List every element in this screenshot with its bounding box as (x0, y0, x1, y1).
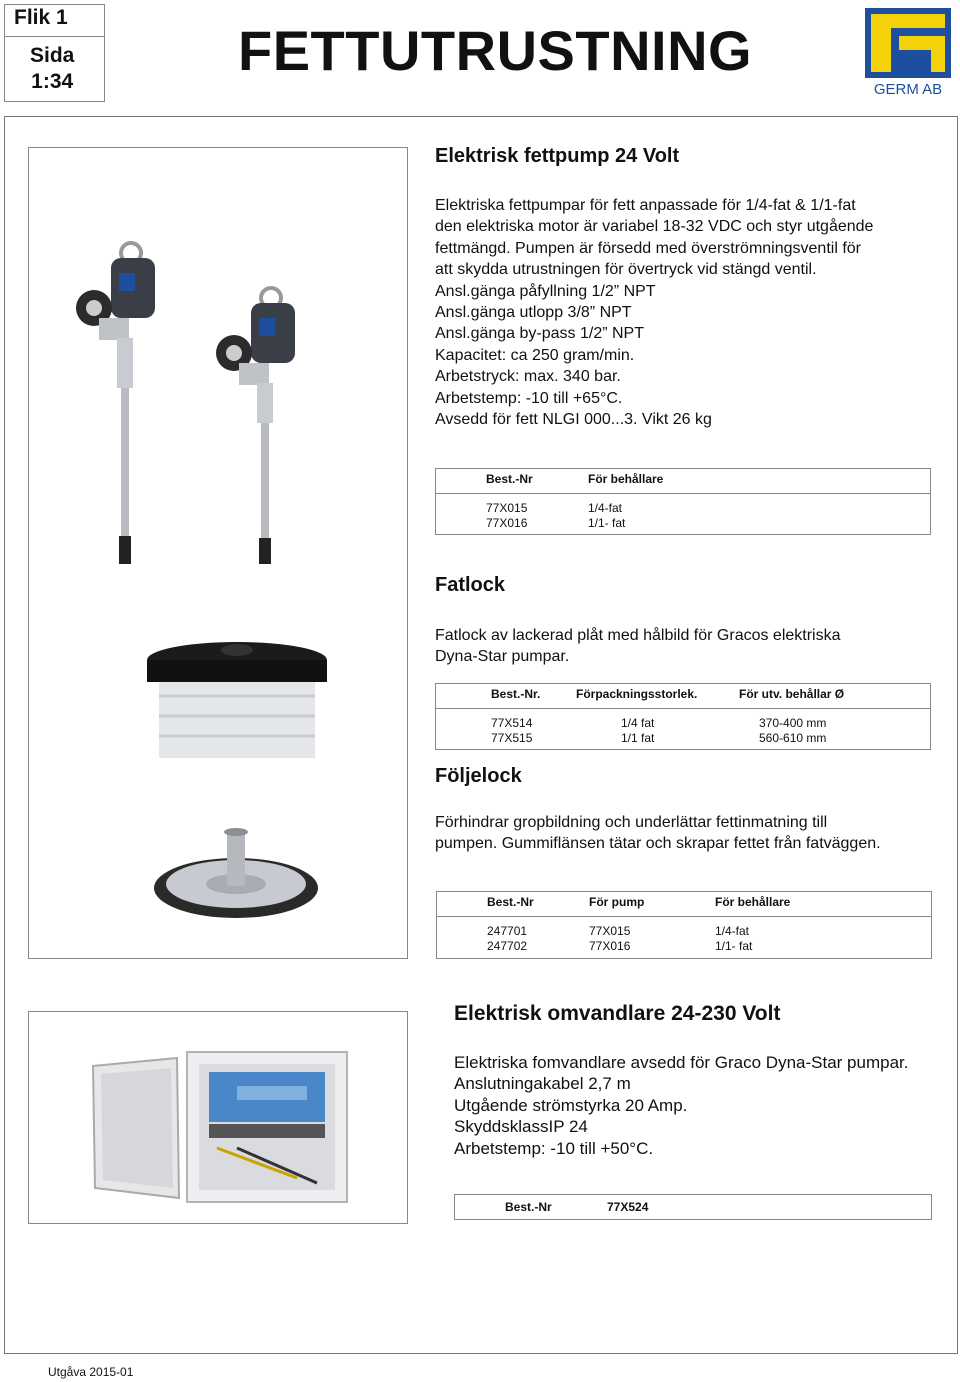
fatlock-table (435, 683, 931, 750)
pump-line: Ansl.gänga by-pass 1/2” NPT (435, 325, 644, 343)
table-divider (436, 708, 930, 709)
pump-line: Ansl.gänga påfyllning 1/2” NPT (435, 282, 656, 300)
fatlock-title: Fatlock (435, 574, 506, 596)
pump-line: Ansl.gänga utlopp 3/8” NPT (435, 304, 632, 322)
pump-image-1 (69, 238, 179, 568)
pump-table (435, 468, 931, 535)
fatlock-line: Fatlock av lackerad plåt med hålbild för Gracos elektriska (435, 627, 841, 644)
omvandlare-line: Elektriska fomvandlare avsedd för Graco Dyna-Star pumpar. (454, 1053, 909, 1072)
omvandlare-table (454, 1194, 932, 1220)
logo-text: GERM AB (873, 81, 943, 98)
tab-info-divider (4, 36, 105, 37)
omvandlare-table-label: Best.-Nr (505, 1200, 552, 1214)
product-image-panel-1 (28, 147, 408, 959)
omvandlare-line: Anslutningakabel 2,7 m (454, 1074, 631, 1094)
converter-image (87, 1048, 357, 1208)
table-cell: 1/4-fat (588, 501, 623, 515)
fatlock-description (435, 625, 935, 668)
omvandlare-table-value: 77X524 (607, 1200, 649, 1214)
pump-line: Elektriska fettpumpar för fett anpassade för 1/4-fat & 1/1-fat (435, 197, 856, 214)
table-cell: 247702 (487, 939, 528, 953)
pump-line: Kapacitet: ca 250 gram/min. (435, 346, 635, 364)
table-cell: 77X514 (491, 716, 533, 730)
table-cell: 77X016 (589, 939, 631, 953)
foljelock-table (436, 891, 932, 959)
foljelock-table-header: För behållare (715, 895, 791, 909)
flik-label: Flik 1 (14, 6, 68, 29)
pump-table-header: För behållare (588, 472, 664, 486)
omvandlare-line: Utgående strömstyrka 20 Amp. (454, 1095, 688, 1115)
pump-image-2 (209, 283, 319, 573)
product-image-panel-2 (28, 1011, 408, 1224)
foljelock-table-header: Best.-Nr (487, 895, 534, 909)
foljelock-description (435, 812, 945, 855)
pump-table-header: Best.-Nr (486, 472, 533, 486)
table-divider (436, 493, 930, 494)
sida-value: 1:34 (31, 70, 74, 93)
fatlock-table-header: Best.-Nr. (491, 687, 541, 701)
omvandlare-description (454, 1052, 944, 1159)
page-title: FETTUTRUSTNING (238, 19, 753, 82)
pump-description (435, 195, 935, 430)
foljelock-title: Följelock (435, 765, 522, 787)
table-cell: 1/1- fat (715, 939, 753, 953)
foljelock-table-header: För pump (589, 895, 645, 909)
foljelock-line: pumpen. Gummiflänsen tätar och skrapar fettet från fatväggen. (435, 835, 881, 853)
table-cell: 247701 (487, 924, 528, 938)
pump-line: Avsedd för fett NLGI 000...3. Vikt 26 kg (435, 411, 712, 429)
omvandlare-title: Elektrisk omvandlare 24-230 Volt (454, 1002, 781, 1025)
pump-title: Elektrisk fettpump 24 Volt (435, 145, 680, 167)
omvandlare-line: Arbetstemp: -10 till +50°C. (454, 1138, 654, 1158)
fatlock-table-header: För utv. behållar Ø (739, 687, 845, 701)
pump-line: den elektriska motor är variabel 18-32 VDC och styr utgående (435, 218, 874, 236)
table-cell: 1/1- fat (588, 516, 626, 530)
pump-line: fettmängd. Pumpen är försedd med överströmningsventil för (435, 239, 861, 257)
foljelock-line: Förhindrar gropbildning och underlättar fettinmatning till (435, 814, 828, 831)
sida-label: Sida (30, 44, 75, 67)
pump-line: Arbetstryck: max. 340 bar. (435, 368, 621, 386)
table-cell: 77X515 (491, 731, 533, 745)
table-cell: 1/4-fat (715, 924, 750, 938)
table-cell: 370-400 mm (759, 716, 827, 730)
table-divider (437, 916, 931, 917)
table-cell: 560-610 mm (759, 731, 827, 745)
table-cell: 77X016 (486, 516, 528, 530)
sida-info (30, 43, 74, 95)
pump-line: att skydda utrustningen för övertryck vid stängd ventil. (435, 261, 817, 279)
omvandlare-line: SkyddsklassIP 24 (454, 1117, 588, 1137)
foljelock-image (151, 826, 321, 926)
germ-logo (863, 6, 953, 98)
fatlock-image (147, 636, 327, 758)
table-cell: 77X015 (589, 924, 631, 938)
germ-logo-icon (863, 6, 953, 98)
table-cell: 1/1 fat (621, 731, 655, 745)
table-cell: 1/4 fat (621, 716, 655, 730)
pump-line: Arbetstemp: -10 till +65°C. (435, 389, 623, 407)
edition-footer: Utgåva 2015-01 (48, 1365, 134, 1379)
fatlock-table-header: Förpackningsstorlek. (576, 687, 698, 701)
fatlock-line: Dyna-Star pumpar. (435, 648, 570, 666)
table-cell: 77X015 (486, 501, 528, 515)
